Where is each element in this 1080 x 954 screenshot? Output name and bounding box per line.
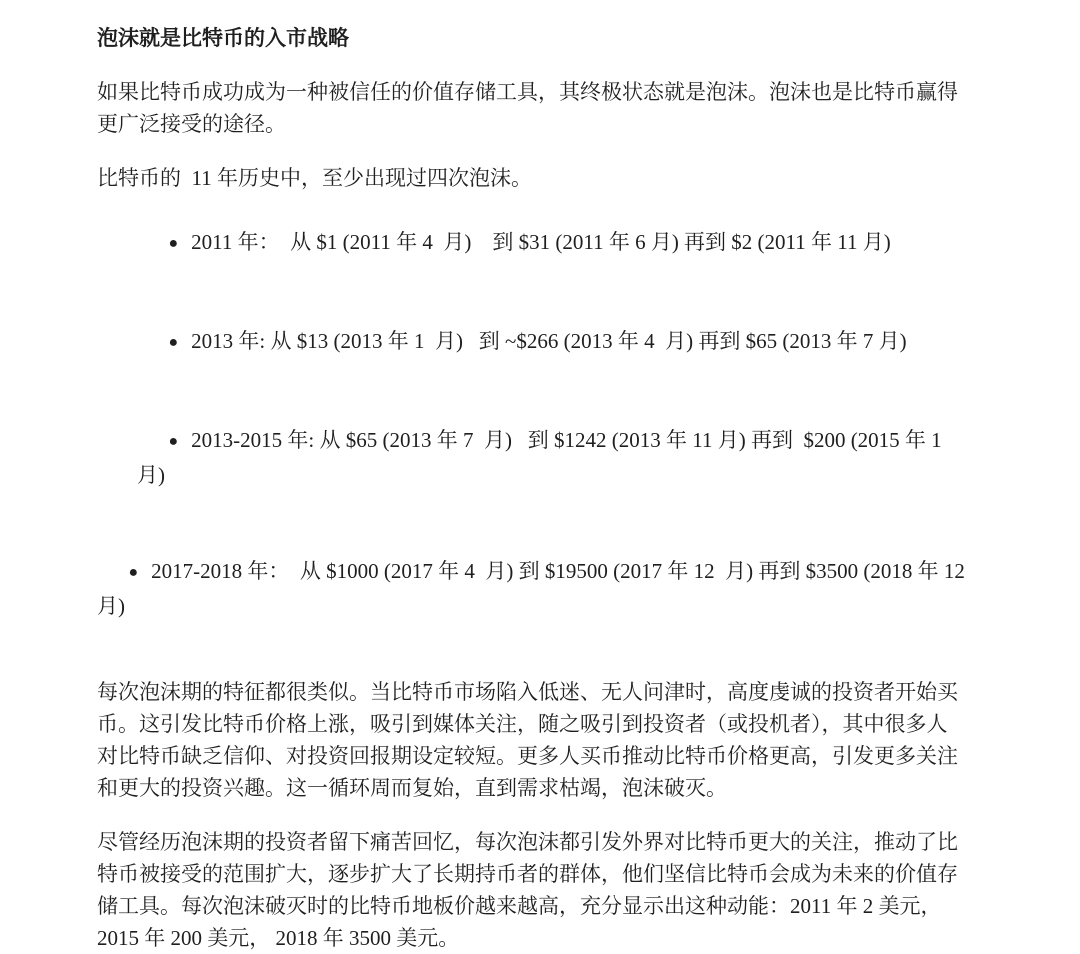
bullet-icon: ●	[168, 433, 179, 450]
list-item	[97, 293, 965, 392]
bullet-icon: ●	[168, 235, 179, 252]
paragraph-history-lead: 比特币的 11 年历史中，至少出现过四次泡沫。	[97, 166, 532, 190]
list-item-text: 2017-2018 年： 从 $1000 (2017 年 4 月) 到 $19500 (2017 年 12 月) 再到 $3500 (2018 年 12 月)	[97, 559, 976, 618]
bubble-history-list	[97, 194, 976, 654]
paragraph-bubble-legacy: 尽管经历泡沫期的投资者留下痛苦回忆，每次泡沫都引发外界对比特币更大的关注，推动了比特币被接受的范围扩大，逐步扩大了长期持币者的群体，他们坚信比特币会成为未来的价值存储工具。每次泡沫破灭时的比特币地板价越来越高，充分显示出这种动能：2011 年 2 美元，2015 年 200 美元， 2018 年 3500 美元。	[97, 830, 958, 950]
list-item	[97, 523, 976, 654]
list-item	[97, 392, 965, 523]
list-item-text: 2013-2015 年: 从 $65 (2013 年 7 月) 到 $1242 (2013 年 11 月) 再到 $200 (2015 年 1 月)	[137, 428, 953, 487]
paragraph-intro: 如果比特币成功成为一种被信任的价值存储工具，其终极状态就是泡沫。泡沫也是比特币赢得更广泛接受的途径。	[97, 80, 958, 136]
list-item	[97, 194, 965, 293]
bullet-icon: ●	[168, 334, 179, 351]
paragraph-bubble-cycle: 每次泡沫期的特征都很类似。当比特币市场陷入低迷、无人问津时，高度虔诚的投资者开始买币。这引发比特币价格上涨，吸引到媒体关注，随之吸引到投资者（或投机者），其中很多人对比特币缺乏信仰、对投资回报期设定较短。更多人买币推动比特币价格更高，引发更多关注和更大的投资兴趣。这一循环周而复始，直到需求枯竭，泡沫破灭。	[97, 680, 958, 800]
list-item-text: 2011 年： 从 $1 (2011 年 4 月) 到 $31 (2011 年 6 月) 再到 $2 (2011 年 11 月)	[191, 230, 891, 254]
page-title: 泡沫就是比特币的入市战略	[97, 26, 349, 50]
list-item-text: 2013 年: 从 $13 (2013 年 1 月) 到 ~$266 (2013 年 4 月) 再到 $65 (2013 年 7 月)	[191, 329, 907, 353]
bullet-icon: ●	[128, 564, 139, 581]
